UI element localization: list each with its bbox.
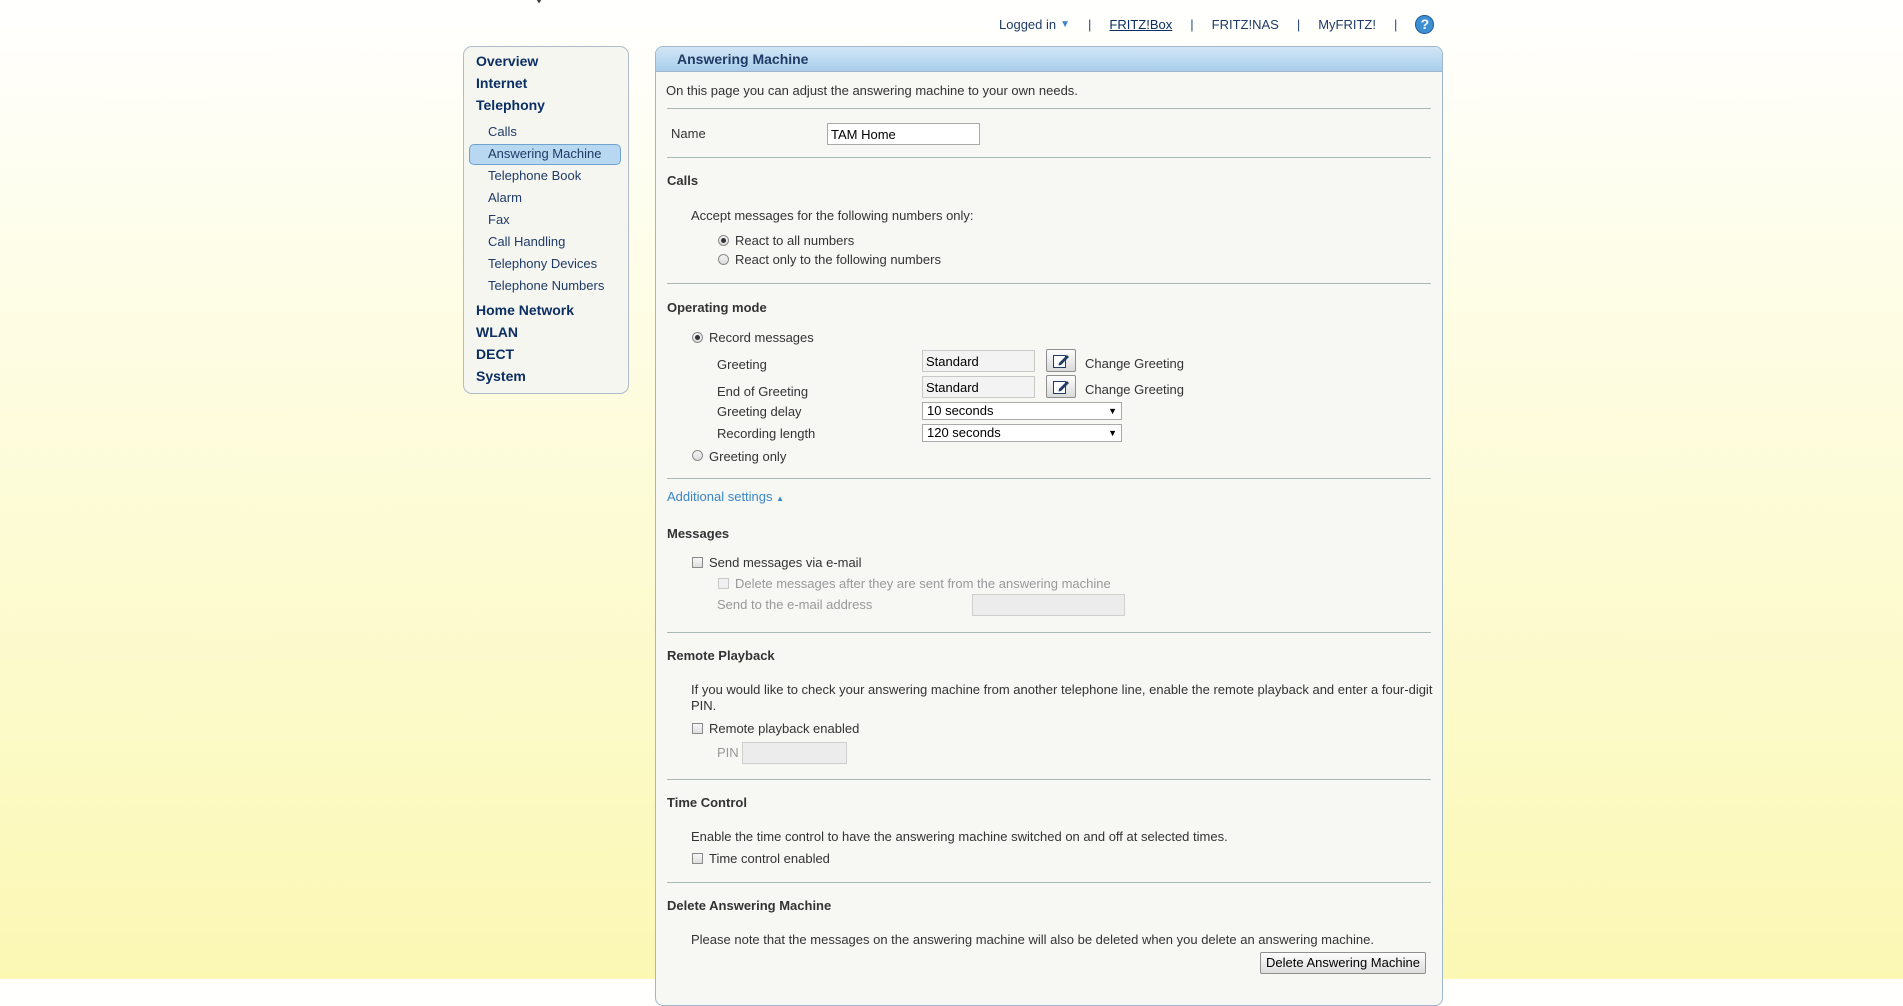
additional-settings-label: Additional settings bbox=[667, 489, 773, 504]
greeting-label: Greeting bbox=[717, 357, 767, 372]
record-messages-label[interactable]: Record messages bbox=[709, 330, 814, 345]
divider bbox=[667, 283, 1431, 284]
remote-playback-label[interactable]: Remote playback enabled bbox=[709, 721, 860, 736]
remote-playback-text: If you would like to check your answering machine from another telephone line, enable the remote playback and enter a four-digit bbox=[691, 682, 1433, 697]
recording-length-select[interactable] bbox=[922, 424, 1122, 442]
greeting-delay-select[interactable] bbox=[922, 402, 1122, 420]
remote-playback-checkbox[interactable] bbox=[692, 723, 703, 734]
change-greeting-label[interactable]: Change Greeting bbox=[1085, 356, 1185, 371]
login-status[interactable]: Logged in bbox=[999, 16, 1057, 32]
fritz-logo bbox=[528, 0, 550, 8]
top-navigation: Logged in ▼ | FRITZ!Box | FRITZ!NAS | MyFRITZ! | ? bbox=[999, 14, 1434, 34]
sidebar-item-dect[interactable]: DECT bbox=[476, 346, 515, 362]
greeting-delay-value: 10 seconds bbox=[927, 403, 994, 418]
name-input[interactable] bbox=[827, 123, 980, 145]
sidebar-item-home-network[interactable]: Home Network bbox=[476, 302, 575, 318]
divider bbox=[667, 882, 1431, 883]
change-end-greeting-label[interactable]: Change Greeting bbox=[1085, 382, 1185, 397]
recording-length-label: Recording length bbox=[717, 426, 816, 441]
delete-answering-machine-button[interactable]: Delete Answering Machine bbox=[1260, 952, 1426, 974]
greeting-only-radio[interactable] bbox=[692, 450, 703, 461]
page-title: Answering Machine bbox=[656, 47, 1442, 72]
react-all-label[interactable]: React to all numbers bbox=[735, 233, 855, 248]
greeting-field bbox=[922, 350, 1035, 372]
divider bbox=[667, 779, 1431, 780]
recording-length-value: 120 seconds bbox=[927, 425, 1001, 440]
sidebar-item-telephony[interactable]: Telephony bbox=[476, 97, 545, 113]
email-address-label: Send to the e-mail address bbox=[717, 597, 873, 612]
time-control-text: Enable the time control to have the answering machine switched on and off at selected times. bbox=[691, 829, 1228, 844]
react-following-radio[interactable] bbox=[718, 254, 729, 265]
sidebar-item-system[interactable]: System bbox=[476, 368, 526, 384]
operating-mode-heading: Operating mode bbox=[667, 300, 767, 315]
help-icon[interactable]: ? bbox=[1415, 15, 1434, 34]
delete-am-text: Please note that the messages on the answering machine will also be deleted when you delete an answering machine. bbox=[691, 932, 1374, 947]
messages-heading: Messages bbox=[667, 526, 730, 541]
greeting-delay-label: Greeting delay bbox=[717, 404, 802, 419]
main-panel bbox=[655, 46, 1443, 1006]
sidebar-item-telephone-book[interactable]: Telephone Book bbox=[488, 168, 582, 183]
sidebar-item-overview[interactable]: Overview bbox=[476, 53, 539, 69]
sidebar-item-telephone-numbers[interactable]: Telephone Numbers bbox=[488, 278, 605, 293]
delete-after-send-checkbox[interactable] bbox=[718, 578, 729, 589]
chevron-up-icon: ▲ bbox=[776, 494, 785, 503]
sidebar-item-fax[interactable]: Fax bbox=[488, 212, 510, 227]
calls-heading: Calls bbox=[667, 173, 699, 188]
time-control-checkbox[interactable] bbox=[692, 853, 703, 864]
send-email-label[interactable]: Send messages via e-mail bbox=[709, 555, 862, 570]
dropdown-arrow-icon: ▼ bbox=[1108, 406, 1117, 416]
nav-fritzbox[interactable]: FRITZ!Box bbox=[1109, 16, 1173, 32]
chevron-down-icon[interactable]: ▼ bbox=[1060, 18, 1071, 30]
name-label: Name bbox=[671, 126, 706, 141]
change-greeting-button[interactable] bbox=[1046, 349, 1076, 372]
edit-icon bbox=[1053, 354, 1070, 368]
sidebar-item-internet[interactable]: Internet bbox=[476, 75, 528, 91]
record-messages-radio[interactable] bbox=[692, 332, 703, 343]
nav-myfritz[interactable]: MyFRITZ! bbox=[1318, 16, 1376, 32]
sidebar-item-telephony-devices[interactable]: Telephony Devices bbox=[488, 256, 598, 271]
sidebar-item-answering-machine[interactable]: Answering Machine bbox=[488, 146, 602, 161]
end-greeting-field bbox=[922, 376, 1035, 398]
send-email-checkbox[interactable] bbox=[692, 557, 703, 568]
delete-am-heading: Delete Answering Machine bbox=[667, 898, 832, 913]
divider bbox=[667, 478, 1431, 479]
additional-settings-link[interactable] bbox=[667, 489, 784, 504]
greeting-only-label[interactable]: Greeting only bbox=[709, 449, 787, 464]
divider bbox=[667, 632, 1431, 633]
dropdown-arrow-icon: ▼ bbox=[1108, 428, 1117, 438]
remote-playback-heading: Remote Playback bbox=[667, 648, 775, 663]
divider bbox=[667, 108, 1431, 109]
sidebar bbox=[463, 46, 629, 394]
change-end-greeting-button[interactable] bbox=[1046, 375, 1076, 398]
time-control-heading: Time Control bbox=[667, 795, 747, 810]
sidebar-item-alarm[interactable]: Alarm bbox=[488, 190, 522, 205]
nav-fritznas[interactable]: FRITZ!NAS bbox=[1211, 16, 1279, 32]
divider bbox=[667, 157, 1431, 158]
edit-icon bbox=[1053, 380, 1070, 394]
email-address-input[interactable] bbox=[972, 594, 1125, 616]
delete-after-send-label: Delete messages after they are sent from the answering machine bbox=[735, 576, 1111, 591]
react-following-label[interactable]: React only to the following numbers bbox=[735, 252, 941, 267]
sidebar-item-calls[interactable]: Calls bbox=[488, 124, 517, 139]
end-greeting-label: End of Greeting bbox=[717, 384, 809, 399]
pin-input[interactable] bbox=[742, 742, 847, 764]
react-all-radio[interactable] bbox=[718, 235, 729, 246]
remote-playback-text-2: PIN. bbox=[691, 698, 717, 713]
accept-text: Accept messages for the following numbers only: bbox=[691, 208, 974, 223]
sidebar-item-wlan[interactable]: WLAN bbox=[476, 324, 518, 340]
sidebar-item-call-handling[interactable]: Call Handling bbox=[488, 234, 566, 249]
pin-label: PIN bbox=[717, 745, 739, 760]
intro-text: On this page you can adjust the answering machine to your own needs. bbox=[666, 83, 1078, 98]
time-control-label[interactable]: Time control enabled bbox=[709, 851, 830, 866]
